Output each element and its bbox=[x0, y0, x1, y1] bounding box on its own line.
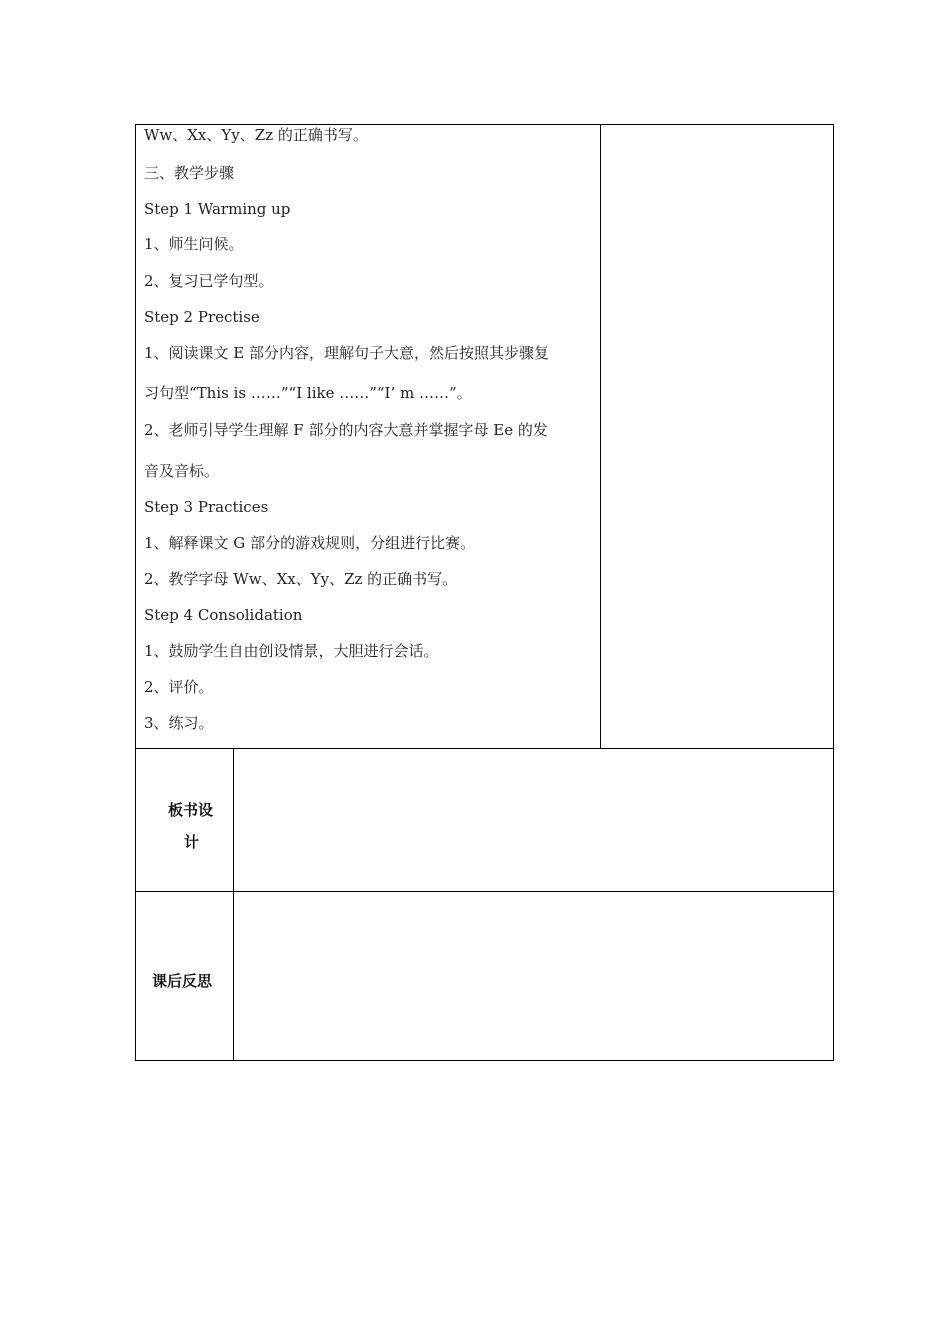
board-design-label-line2: 计 bbox=[184, 833, 200, 851]
reflection-content-cell bbox=[235, 892, 833, 1060]
column-divider bbox=[600, 124, 601, 749]
step-line-9: 音及音标。 bbox=[144, 462, 220, 480]
reflection-label: 课后反思 bbox=[152, 972, 213, 990]
step-line-7: 习句型“This is ……”“I like ……”“I’ m ……”。 bbox=[144, 384, 472, 402]
step-line-4: 2、复习已学句型。 bbox=[144, 272, 274, 290]
step-line-16: 3、练习。 bbox=[144, 714, 214, 732]
step-line-15: 2、评价。 bbox=[144, 678, 214, 696]
board-design-label-line1: 板书设 bbox=[168, 801, 214, 819]
board-design-content-cell bbox=[235, 749, 833, 891]
step-line-0: Ww、Xx、Yy、Zz 的正确书写。 bbox=[144, 126, 368, 144]
reflection-row bbox=[136, 892, 833, 1060]
reflection-label-cell bbox=[136, 892, 234, 1060]
step-line-5: Step 2 Prectise bbox=[144, 308, 260, 326]
board-design-row bbox=[136, 749, 833, 892]
step-line-12: 2、教学字母 Ww、Xx、Yy、Zz 的正确书写。 bbox=[144, 570, 458, 588]
step-line-14: 1、鼓励学生自由创设情景，大胆进行会话。 bbox=[144, 642, 439, 660]
summary-table bbox=[135, 748, 834, 1061]
step-line-1: 三、教学步骤 bbox=[144, 164, 235, 182]
board-design-label-cell bbox=[136, 749, 234, 891]
step-line-13: Step 4 Consolidation bbox=[144, 606, 303, 624]
step-line-6: 1、阅读课文 E 部分内容，理解句子大意，然后按照其步骤复 bbox=[144, 344, 550, 362]
step-line-11: 1、解释课文 G 部分的游戏规则，分组进行比赛。 bbox=[144, 534, 476, 552]
step-line-8: 2、老师引导学生理解 F 部分的内容大意并掌握字母 Ee 的发 bbox=[144, 421, 548, 439]
step-line-3: 1、师生问候。 bbox=[144, 235, 244, 253]
step-line-10: Step 3 Practices bbox=[144, 498, 269, 516]
step-line-2: Step 1 Warming up bbox=[144, 200, 291, 218]
